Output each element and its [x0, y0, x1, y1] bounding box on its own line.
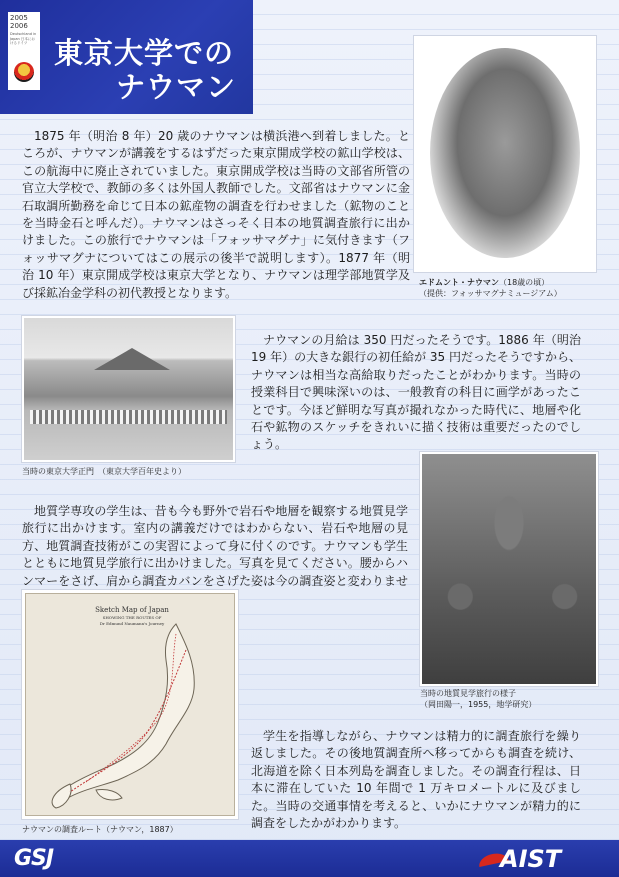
page-title-line1: 東京大学での: [54, 36, 235, 70]
portrait-name: エドムント・ナウマン: [419, 278, 499, 287]
footer-bar: [0, 840, 619, 877]
page-title: [54, 36, 250, 104]
students-image: [422, 454, 596, 684]
field-trip-caption-line1: 当時の地質見学旅行の様子: [420, 689, 516, 698]
map-image: [25, 593, 235, 816]
map-drawing: [26, 594, 234, 815]
aist-logo: AIST: [500, 845, 562, 873]
logo-emblem-icon: [14, 62, 34, 82]
logo-subtitle: Deutschland in Japan 日本におけるドイツ: [10, 32, 37, 45]
gate-caption: 当時の東京大学正門 （東京大学百年史より）: [22, 467, 186, 476]
gate-fence: [30, 410, 227, 424]
map-title-text: Sketch Map of Japan: [95, 606, 169, 614]
deutschland-in-japan-logo: [8, 12, 40, 90]
map-caption: ナウマンの調査ルート（ナウマン，1887）: [22, 825, 178, 834]
map-kyushu-outline: [52, 784, 71, 808]
portrait-credit: （提供：フォッサマグナミュージアム）: [419, 289, 562, 298]
map-shikoku-outline: [96, 789, 122, 799]
gsj-logo: GSJ: [14, 846, 54, 871]
page-title-line2: ナウマン: [116, 70, 237, 104]
gate-image: [24, 318, 233, 460]
survey-paragraph: 学生を指導しながら、ナウマンは精力的に調査旅行を繰り返しました。その後地質調査所へ移ってからも調査を続け、北海道を除く日本列島を調査しました。その調査行程は、日本に滞在していた 10 年間で 1 万キロメートルに及びました。当時の交通事情を考えると、いかにナウマンが精力的に調査をしたかがわかります。: [251, 729, 581, 831]
header-banner: [0, 0, 253, 114]
university-gate-photo: [22, 316, 235, 462]
portrait-image: [430, 48, 580, 258]
portrait-caption: [419, 277, 609, 299]
map-subtitle-2: Dr Edmund Naumann's Journey: [99, 621, 165, 626]
field-trip-caption: [420, 688, 610, 710]
logo-years: 2005 2006: [10, 14, 28, 30]
field-trip-paragraph: 地質学専攻の学生は、昔も今も野外で岩石や地層を観察する地質見学旅行に出かけます。室内の講義だけではわからない、岩石や地層の見方、地質調査技術がこの実習によって身に付くのです。ナウマンも学生とともに地質見学旅行に出かけました。写真を見てください。腰からハンマーをさげ、肩から調査カバンをさげた姿は今の調査姿と変わりませ: [22, 504, 408, 588]
survey-route-map: [22, 590, 238, 819]
field-trip-caption-line2: （岡田陽一，1955，地学研究）: [420, 700, 537, 709]
field-trip-photo: [420, 452, 598, 686]
portrait-age: （18歳の頃）: [499, 278, 550, 287]
intro-paragraph: 1875 年（明治 8 年）20 歳のナウマンは横浜港へ到着しました。ところが、ナウマンが講義をするはずだった東京開成学校の鉱山学校は、この航海中に廃止されていました。東京開成学校は当時の文部省所管の官立大学校で、教師の多くは外国人教師でした。文部省はナウマンに金石取調所勤務を命じて日本の鉱産物の調査を行わせました（鉱物のことを当時金石と呼んだ）。ナウマンはさっそく日本の地質調査旅行に出かけました。この旅行でナウマンは「フォッサマグナ」に気付きます（フォッサマグナについてはこの展示の後半で説明します）。1877 年（明治 10 年）東京開成学校は東京大学となり、ナウマンは理学部地質学及び採鉱冶金学科の初代教授となります。: [22, 129, 410, 300]
gate-building-roof: [94, 348, 170, 370]
naumann-portrait-photo: [414, 36, 596, 272]
map-subtitle-1: SHOWING THE ROUTES OF: [102, 615, 162, 620]
map-title: [72, 606, 192, 627]
salary-paragraph: ナウマンの月給は 350 円だったそうです。1886 年（明治 19 年）の大きな銀行の初任給が 35 円だったそうですから、ナウマンは相当な高給取りだったことがわかります。当時の授業科目で興味深いのは、一般教育の科目に画学があったことです。今ほど鮮明な写真が撮れなかった時代に、地層や化石や鉱物のスケッチをきれいに描く技術は重要だったのでしょう。: [251, 333, 581, 452]
